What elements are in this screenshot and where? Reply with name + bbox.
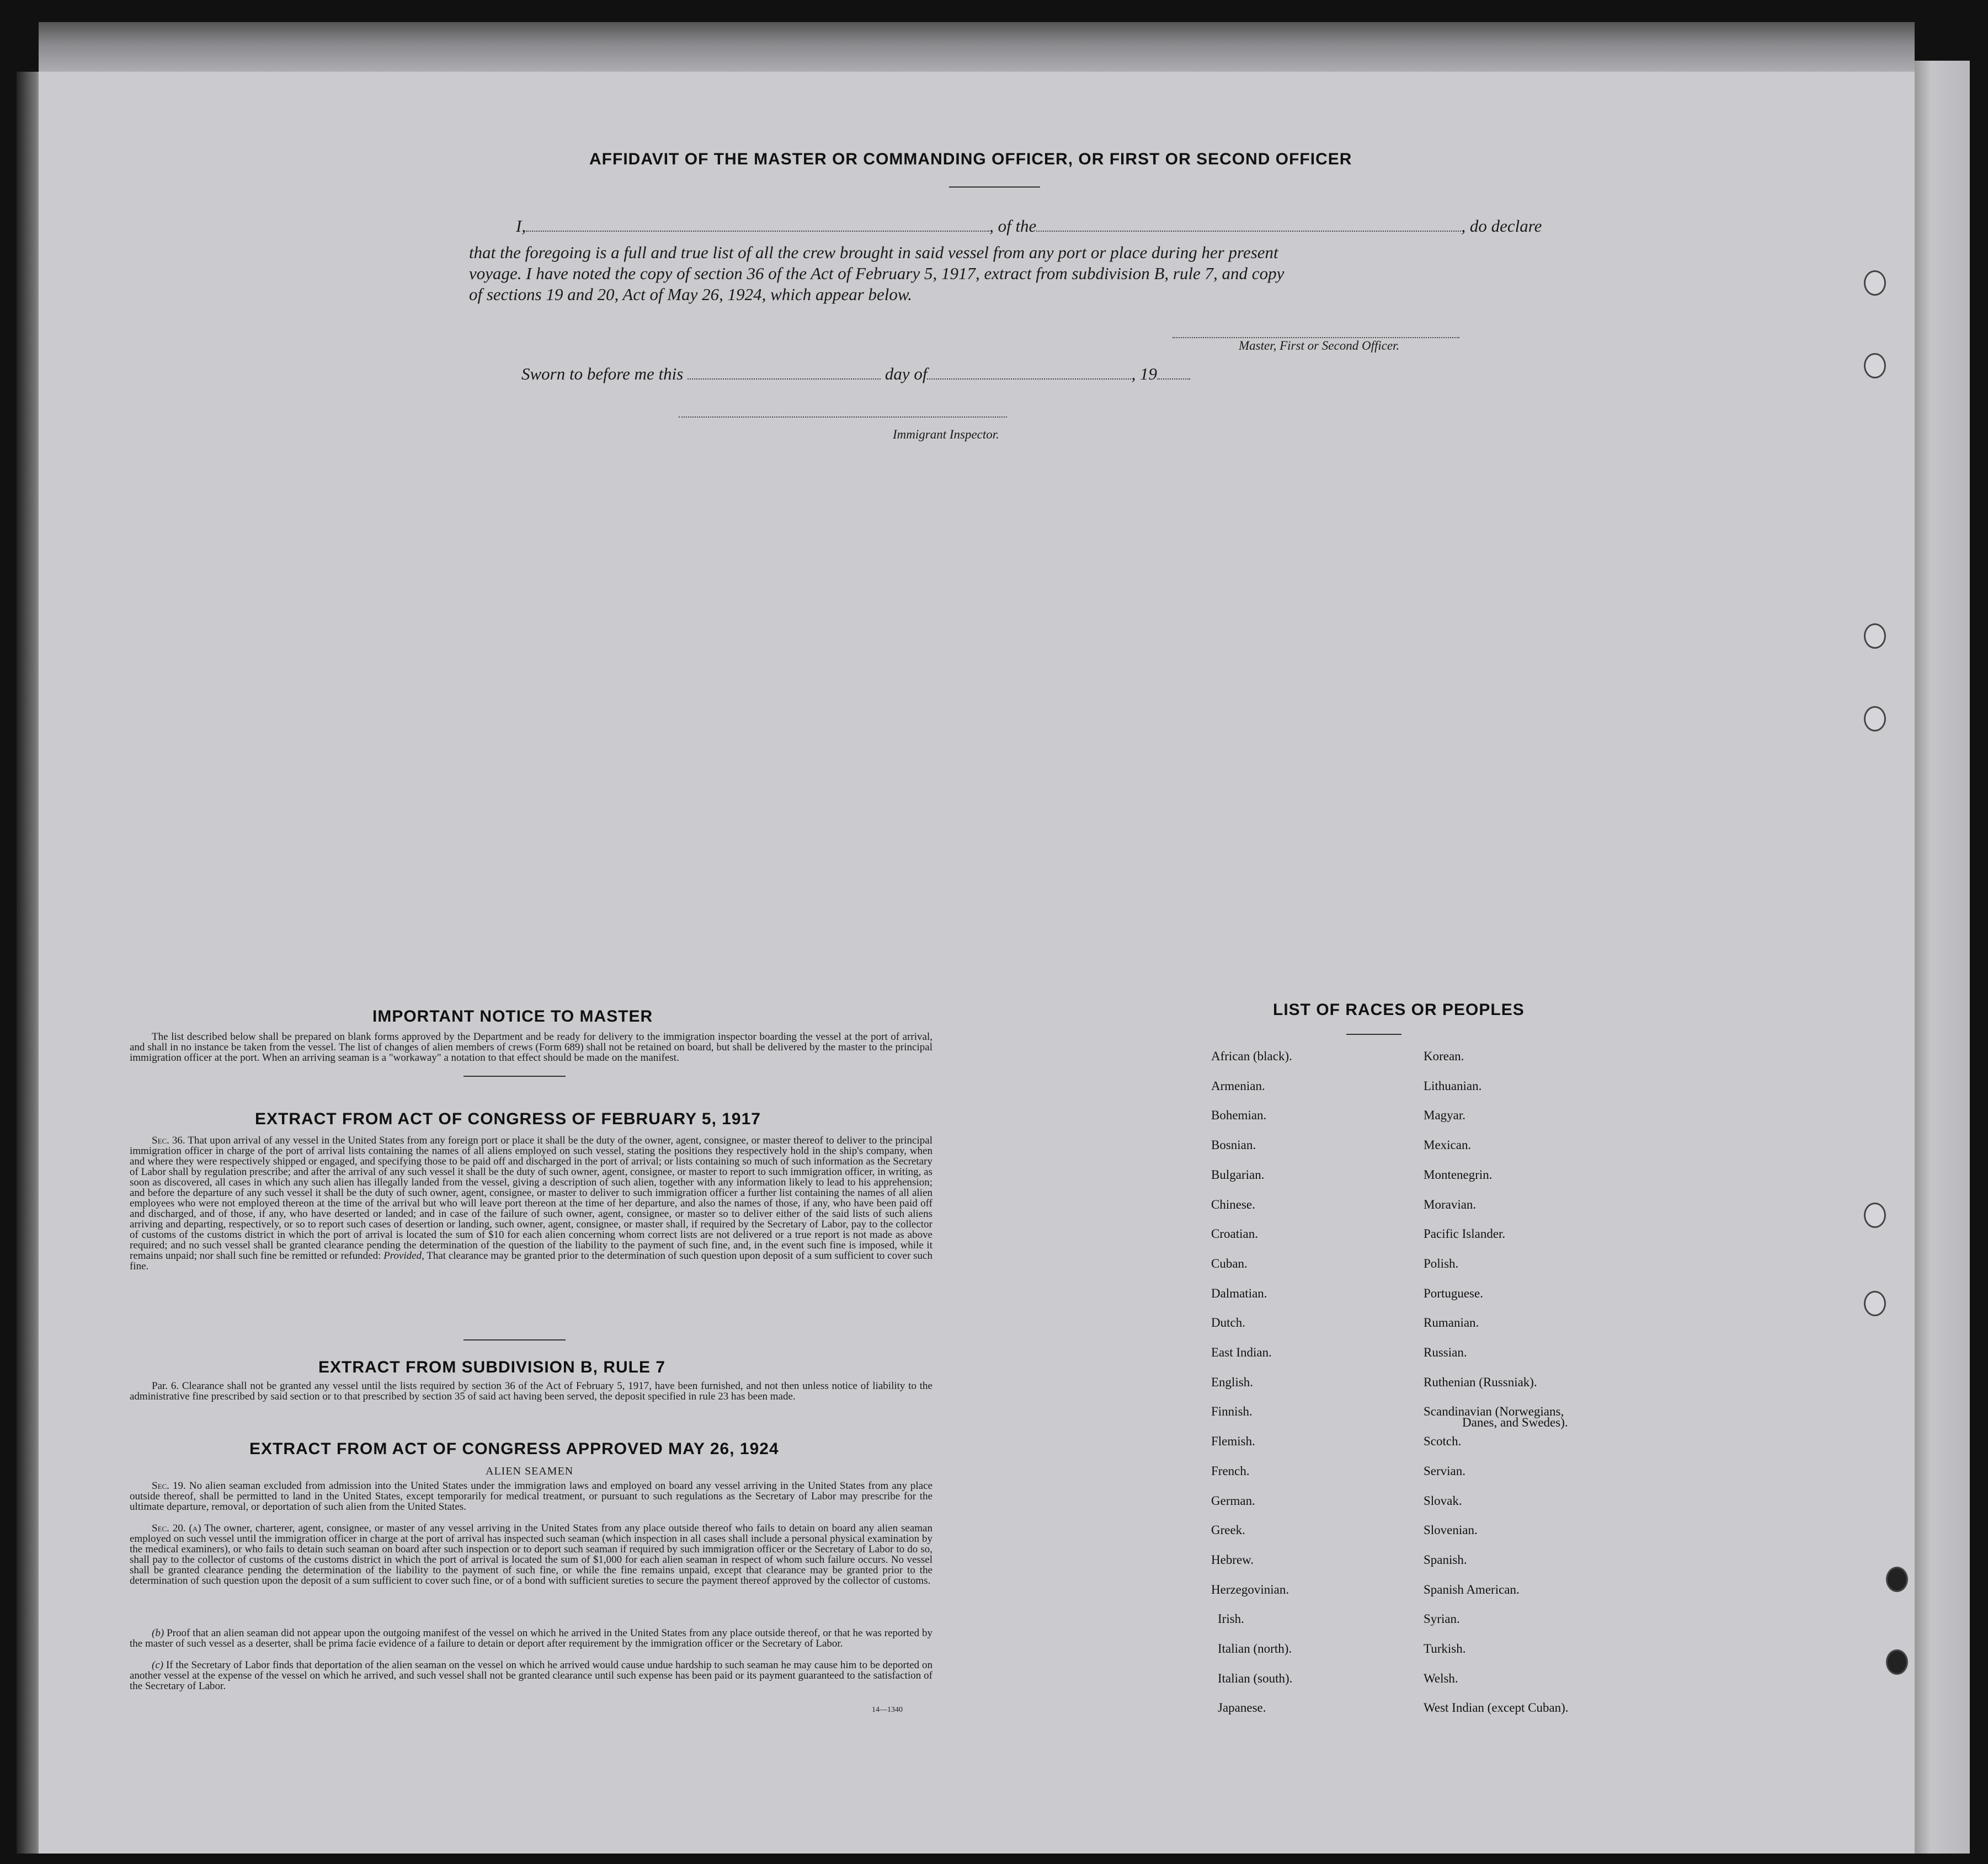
- race-item: Cuban.: [1211, 1257, 1248, 1270]
- race-item: West Indian (except Cuban).: [1424, 1701, 1569, 1715]
- race-item: Chinese.: [1211, 1198, 1255, 1211]
- sec-20b-body: Proof that an alien seaman did not appear upon the outgoing manifest of the vessel on which he arrived in the United States from any place outside thereof, or that he was reported by the master of such vessel as a deserter, shall be prima facie evidence of a failure to detain or deport after requirement by the immigration officer or the Secretary of Labor.: [130, 1627, 932, 1649]
- race-item: Slovenian.: [1424, 1523, 1478, 1537]
- race-item: Danes, and Swedes).: [1462, 1416, 1568, 1429]
- race-item: Greek.: [1211, 1523, 1245, 1537]
- affidavit-line-1: [516, 216, 1542, 236]
- race-item: Moravian.: [1424, 1198, 1477, 1211]
- race-item: Korean.: [1424, 1049, 1464, 1063]
- sec-36-body: That upon arrival of any vessel in the United States from any foreign port or place it shall be the duty of the owner, agent, consignee, or master thereof to deliver to the principal immigration officer in charge of the port of arrival lists containing the names of all aliens employed on such vessel, stating the positions they respectively hold in the ship's company, when and where they were respectively shipped or engaged, and specifying those to be paid off and discharged in the port of arrival; or lists containing so much of such information as the Secretary of Labor shall by regulation prescribe; and after the arrival of any such vessel it shall be the duty of such owner, agent, consignee, or master to report to such immigration officer, in writing, as soon as discovered, all cases in which any such alien has illegally landed from the vessel, giving a description of such alien, together with any information likely to lead to his apprehension; and before the departure of any such vessel it shall be the duty of such owner, agent, consignee, or master to deliver to such immigration officer a further list containing the names of all alien employees who were not employed thereon at the time of the arrival but who will leave port thereon at the time of her departure, and also the names of those, if any, who have been paid off and discharged, and of those, if any, who have deserted or landed; and in case of the failure of such owner, agent, consignee, or master so to deliver either of the said lists of such aliens arriving and departing, respectively, or so to report such cases of desertion or landing, such owner, agent, consignee, or master shall, if required by the Secretary of Labor, pay to the collector of customs of the customs district in which the port of arrival is located the sum of $10 for each alien concerning whom correct lists are not delivered or a true report is not made as above required; and no such vessel shall be granted clearance pending the determination of the question of the liability to the payment of such fine, and, in the event such fine is imposed, while it remains unpaid; nor shall such fine be remitted or refunded:: [130, 1135, 932, 1262]
- race-item: Spanish.: [1424, 1553, 1467, 1567]
- race-item: Bosnian.: [1211, 1138, 1256, 1152]
- punch-hole-icon: [1886, 1649, 1908, 1675]
- race-item: Italian (north).: [1218, 1642, 1292, 1655]
- affidavit-of-the: , of the: [989, 216, 1037, 236]
- sworn-year-blank[interactable]: [1157, 378, 1190, 380]
- provided-label: Provided,: [383, 1250, 424, 1262]
- race-item: Welsh.: [1424, 1671, 1458, 1685]
- race-item: Hebrew.: [1211, 1553, 1254, 1567]
- title-rule: [949, 186, 1040, 188]
- races-title: LIST OF RACES OR PEOPLES: [1273, 1001, 1525, 1019]
- section-rule: [463, 1339, 566, 1340]
- race-item: German.: [1211, 1494, 1255, 1508]
- sec-20a-body: The owner, charterer, agent, consignee, or master of any vessel arriving in the United States from any place outside thereof who fails to detain on board any alien seaman employed on such vessel until the immigration officer in charge at the port of arrival has inspected such seaman (which inspection in all cases shall include a personal physical examination by the medical examiners), or who fails to detain such seaman on board after such inspection or to deport such seaman if required by such immigration officer or the Secretary of Labor to do so, shall pay to the collector of customs of the customs district in which the port of arrival is located the sum of $1,000 for each alien seaman in respect of whom such failure occurs. No vessel shall be granted clearance pending the determination of the liability to the payment of such fine, or while the fine remains unpaid, except that clearance may be granted prior to the determination of such question upon the deposit of a sum sufficient to cover such fine, or of a bond with sufficient sureties to secure the payment thereof approved by the collector of customs.: [130, 1523, 932, 1587]
- race-item: Italian (south).: [1218, 1671, 1293, 1685]
- sec-20b-label: (b): [152, 1627, 164, 1639]
- race-item: East Indian.: [1211, 1345, 1272, 1359]
- master-name-blank[interactable]: [526, 231, 989, 232]
- race-item: Portuguese.: [1424, 1286, 1483, 1300]
- master-signature-label: Master, First or Second Officer.: [1239, 339, 1400, 352]
- affidavit-line-3: voyage. I have noted the copy of section 36 of the Act of February 5, 1917, extract from subdivision B, rule 7, and copy: [469, 264, 1285, 283]
- race-item: Dalmatian.: [1211, 1286, 1267, 1300]
- sworn-month-blank[interactable]: [927, 378, 1131, 380]
- sec-36-label: Sec. 36.: [152, 1135, 185, 1146]
- sworn-year-label: , 19: [1131, 364, 1157, 383]
- race-item: Bohemian.: [1211, 1108, 1267, 1122]
- race-item: Herzegovinian.: [1211, 1583, 1289, 1596]
- race-item: Scandinavian (Norwegians,: [1424, 1404, 1564, 1418]
- race-item: Rumanian.: [1424, 1316, 1479, 1329]
- punch-hole-icon: [1864, 1291, 1886, 1316]
- race-item: Magyar.: [1424, 1108, 1466, 1122]
- paper-top-edge: [39, 22, 1915, 77]
- race-item: Polish.: [1424, 1257, 1459, 1270]
- race-item: Russian.: [1424, 1345, 1467, 1359]
- race-item: Flemish.: [1211, 1434, 1255, 1448]
- sec-20a-text: [130, 1523, 932, 1586]
- notice-text: The list described below shall be prepared on blank forms approved by the Department and be ready for delivery to the immigration inspector boarding the vessel at the port of arrival, and shall in no instance be taken from the vessel. The list of changes of alien members of crews (Form 689) shall not be retained on board, but shall be delivered by the master to the principal immigration officer at the port. When an arriving seaman is a "workaway" a notation to that effect should be made on the manifest.: [130, 1031, 932, 1064]
- inspector-signature-line[interactable]: [679, 416, 1007, 418]
- sec-20-label: Sec. 20. (a): [152, 1523, 201, 1534]
- race-item: Pacific Islander.: [1424, 1227, 1506, 1241]
- inspector-label: Immigrant Inspector.: [893, 428, 999, 441]
- affidavit-title: AFFIDAVIT OF THE MASTER OR COMMANDING OFFICER, OR FIRST OR SECOND OFFICER: [589, 150, 1352, 168]
- affidavit-i: I,: [516, 216, 526, 236]
- race-item: Spanish American.: [1424, 1583, 1520, 1596]
- affidavit-line-4: of sections 19 and 20, Act of May 26, 1924, which appear below.: [469, 285, 913, 304]
- sec-20c-text: [130, 1660, 932, 1691]
- sec-20c-body: If the Secretary of Labor finds that deportation of the alien seaman on the vessel on which he arrived would cause undue hardship to such seaman he may cause him to be deported on another vessel at the expense of the vessel on which he arrived, and such vessel shall not be granted clearance until such expense has been paid or its payment guaranteed to the satisfaction of the Secretary of Labor.: [130, 1659, 932, 1692]
- sec-20b-text: [130, 1628, 932, 1649]
- punch-hole-icon: [1864, 1203, 1886, 1228]
- race-item: Armenian.: [1211, 1079, 1265, 1093]
- race-item: Scotch.: [1424, 1434, 1462, 1448]
- race-item: Turkish.: [1424, 1642, 1466, 1655]
- section-rule: [463, 1076, 566, 1077]
- sworn-label: Sworn to before me this: [521, 364, 684, 383]
- extract-1924-title: EXTRACT FROM ACT OF CONGRESS APPROVED MAY 26, 1924: [249, 1440, 779, 1458]
- race-item: Ruthenian (Russniak).: [1424, 1375, 1537, 1389]
- alien-seamen-subtitle: ALIEN SEAMEN: [486, 1465, 574, 1477]
- subdivision-title: EXTRACT FROM SUBDIVISION B, RULE 7: [318, 1358, 666, 1376]
- sec-19-label: Sec. 19.: [152, 1480, 186, 1492]
- punch-hole-icon: [1864, 623, 1886, 649]
- form-number: 14—1340: [872, 1706, 903, 1714]
- punch-hole-icon: [1886, 1567, 1908, 1592]
- affidavit-line-2: that the foregoing is a full and true list of all the crew brought in said vessel from any port or place during her present: [469, 243, 1278, 262]
- race-item: Lithuanian.: [1424, 1079, 1482, 1093]
- race-item: Japanese.: [1218, 1701, 1266, 1715]
- races-rule: [1346, 1034, 1401, 1035]
- race-item: Syrian.: [1424, 1612, 1460, 1626]
- race-item: Montenegrin.: [1424, 1168, 1493, 1182]
- race-item: Servian.: [1424, 1464, 1466, 1478]
- race-item: French.: [1211, 1464, 1250, 1478]
- master-signature-line[interactable]: [1172, 337, 1459, 338]
- punch-hole-icon: [1864, 270, 1886, 296]
- race-item: Dutch.: [1211, 1316, 1245, 1329]
- race-item: Irish.: [1218, 1612, 1244, 1626]
- binder-strip: [1915, 61, 1970, 1854]
- vessel-name-blank[interactable]: [1036, 231, 1461, 232]
- sec-19-body: No alien seaman excluded from admission into the United States under the immigration laws and employed on board any vessel arriving in the United States from any place outside thereof, shall be permitted to land in the United States, except temporarily for medical treatment, or pursuant to such regulations as the Secretary of Labor may prescribe for the ultimate departure, removal, or deportation of such alien from the United States.: [130, 1480, 933, 1513]
- race-item: Bulgarian.: [1211, 1168, 1265, 1182]
- race-item: African (black).: [1211, 1049, 1292, 1063]
- sworn-line: [521, 364, 1190, 384]
- sec-20c-label: (c): [152, 1659, 164, 1671]
- sworn-day-label: day of: [884, 364, 928, 383]
- affidavit-do-declare: , do declare: [1461, 216, 1542, 236]
- subdivision-text: Par. 6. Clearance shall not be granted any vessel until the lists required by section 36 of the Act of February 5, 1917, have been furnished, and not then unless notice of liability to the administrative fine prescribed by said section or to that prescribed by section 35 of said act having been served, the deposit specified in rule 23 has been made.: [130, 1380, 932, 1402]
- sec-19-text: [130, 1481, 932, 1512]
- punch-hole-icon: [1864, 353, 1886, 378]
- extract-1917-title: EXTRACT FROM ACT OF CONGRESS OF FEBRUARY 5, 1917: [255, 1110, 761, 1128]
- extract-1917-text: [130, 1135, 932, 1272]
- punch-hole-icon: [1864, 706, 1886, 731]
- race-item: Finnish.: [1211, 1404, 1253, 1418]
- race-item: English.: [1211, 1375, 1254, 1389]
- sec-36-end: That clearance may be granted prior to the determination of such question upon deposit of a sum sufficient to cover such fine.: [130, 1250, 932, 1272]
- race-item: Croatian.: [1211, 1227, 1258, 1241]
- race-item: Mexican.: [1424, 1138, 1472, 1152]
- race-item: Slovak.: [1424, 1494, 1462, 1508]
- sworn-day-blank[interactable]: [687, 378, 881, 380]
- notice-title: IMPORTANT NOTICE TO MASTER: [372, 1007, 653, 1026]
